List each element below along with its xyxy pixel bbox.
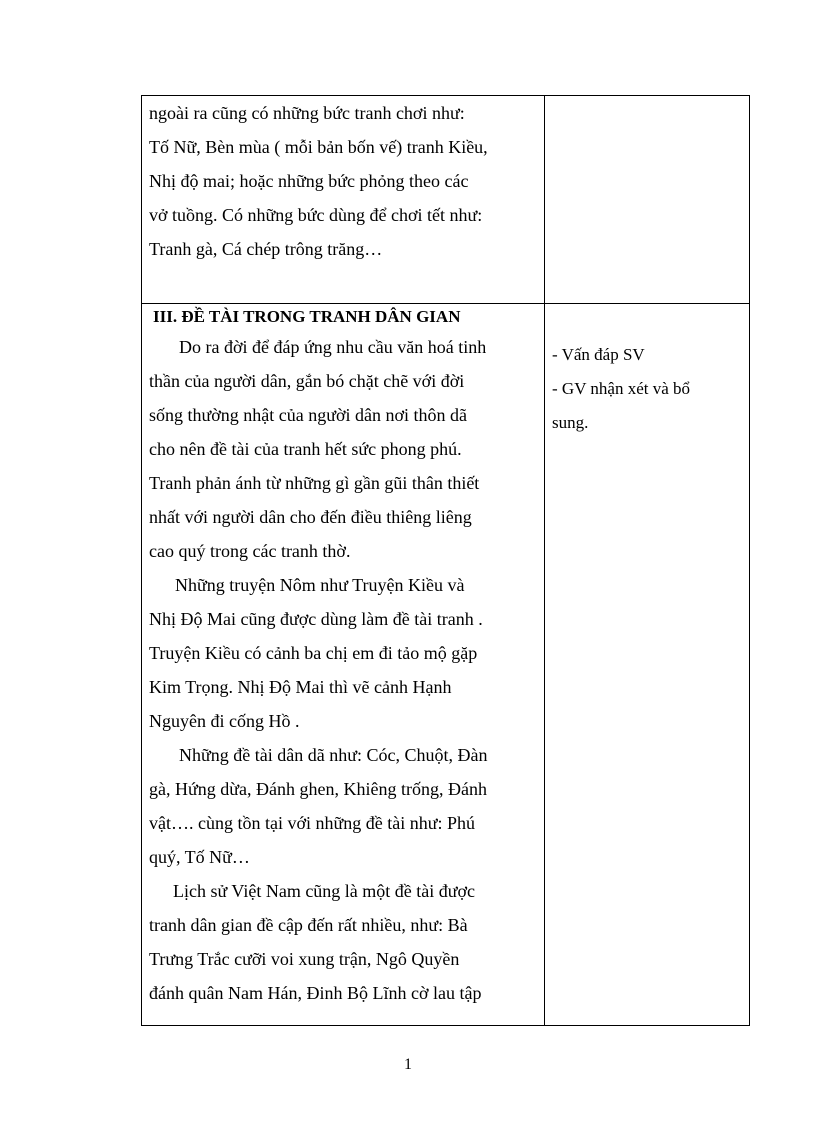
text-line: cao quý trong các tranh thờ. [149,541,351,561]
table-row [142,96,750,304]
text-line: Tố Nữ, Bèn mùa ( mỗi bản bốn vế) tranh Kiều, [149,137,488,157]
method-cell [545,304,750,1026]
text-line: quý, Tố Nữ… [149,847,250,867]
content-cell [142,96,545,304]
text-line: vật…. cùng tồn tại với những đề tài như: Phú [149,813,475,833]
text-line: Nhị Độ Mai cũng được dùng làm đề tài tranh . [149,609,483,629]
method-line: sung. [552,413,589,432]
method-cell [545,96,750,304]
text-line: vở tuồng. Có những bức dùng để chơi tết như: [149,205,483,225]
content-cell [142,304,545,1026]
text-line: Nguyên đi cống Hồ . [149,711,300,731]
text-line: nhất với người dân cho đến điều thiêng liêng [149,507,472,527]
text-line: đánh quân Nam Hán, Đinh Bộ Lĩnh cờ lau tập [149,983,482,1003]
table-row [142,304,750,1026]
text-line: Tranh gà, Cá chép trông trăng… [149,239,383,259]
text-line: tranh dân gian đề cập đến rất nhiều, như: Bà [149,915,468,935]
text-line: Truyện Kiều có cảnh ba chị em đi tảo mộ gặp [149,643,478,663]
text-line: Lịch sử Việt Nam cũng là một đề tài được [173,881,476,901]
text-line: Do ra đời để đáp ứng nhu cầu văn hoá tinh [179,337,487,357]
text-line: Tranh phản ánh từ những gì gần gũi thân thiết [149,473,480,493]
method-line: - Vấn đáp SV [552,345,645,364]
text-line: ngoài ra cũng có những bức tranh chơi như: [149,103,465,123]
text-line: Kim Trọng. Nhị Độ Mai thì vẽ cảnh Hạnh [149,677,452,697]
text-line: thần của người dân, gắn bó chặt chẽ với đời [149,371,465,391]
text-line: cho nên đề tài của tranh hết sức phong phú. [149,439,462,459]
lesson-table [141,95,750,1026]
text-line: Trưng Trắc cưỡi voi xung trận, Ngô Quyền [149,949,460,969]
text-line: sống thường nhật của người dân nơi thôn dã [149,405,468,425]
text-line: Những truyện Nôm như Truyện Kiều và [175,575,465,595]
text-line: Những đề tài dân dã như: Cóc, Chuột, Đàn [179,745,488,765]
text-line: Nhị độ mai; hoặc những bức phỏng theo các [149,171,469,191]
section-heading: III. ĐỀ TÀI TRONG TRANH DÂN GIAN [153,307,461,326]
text-line: gà, Hứng dừa, Đánh ghen, Khiêng trống, Đánh [149,779,487,799]
method-line: - GV nhận xét và bổ [552,379,691,398]
page-number: 1 [404,1056,412,1073]
